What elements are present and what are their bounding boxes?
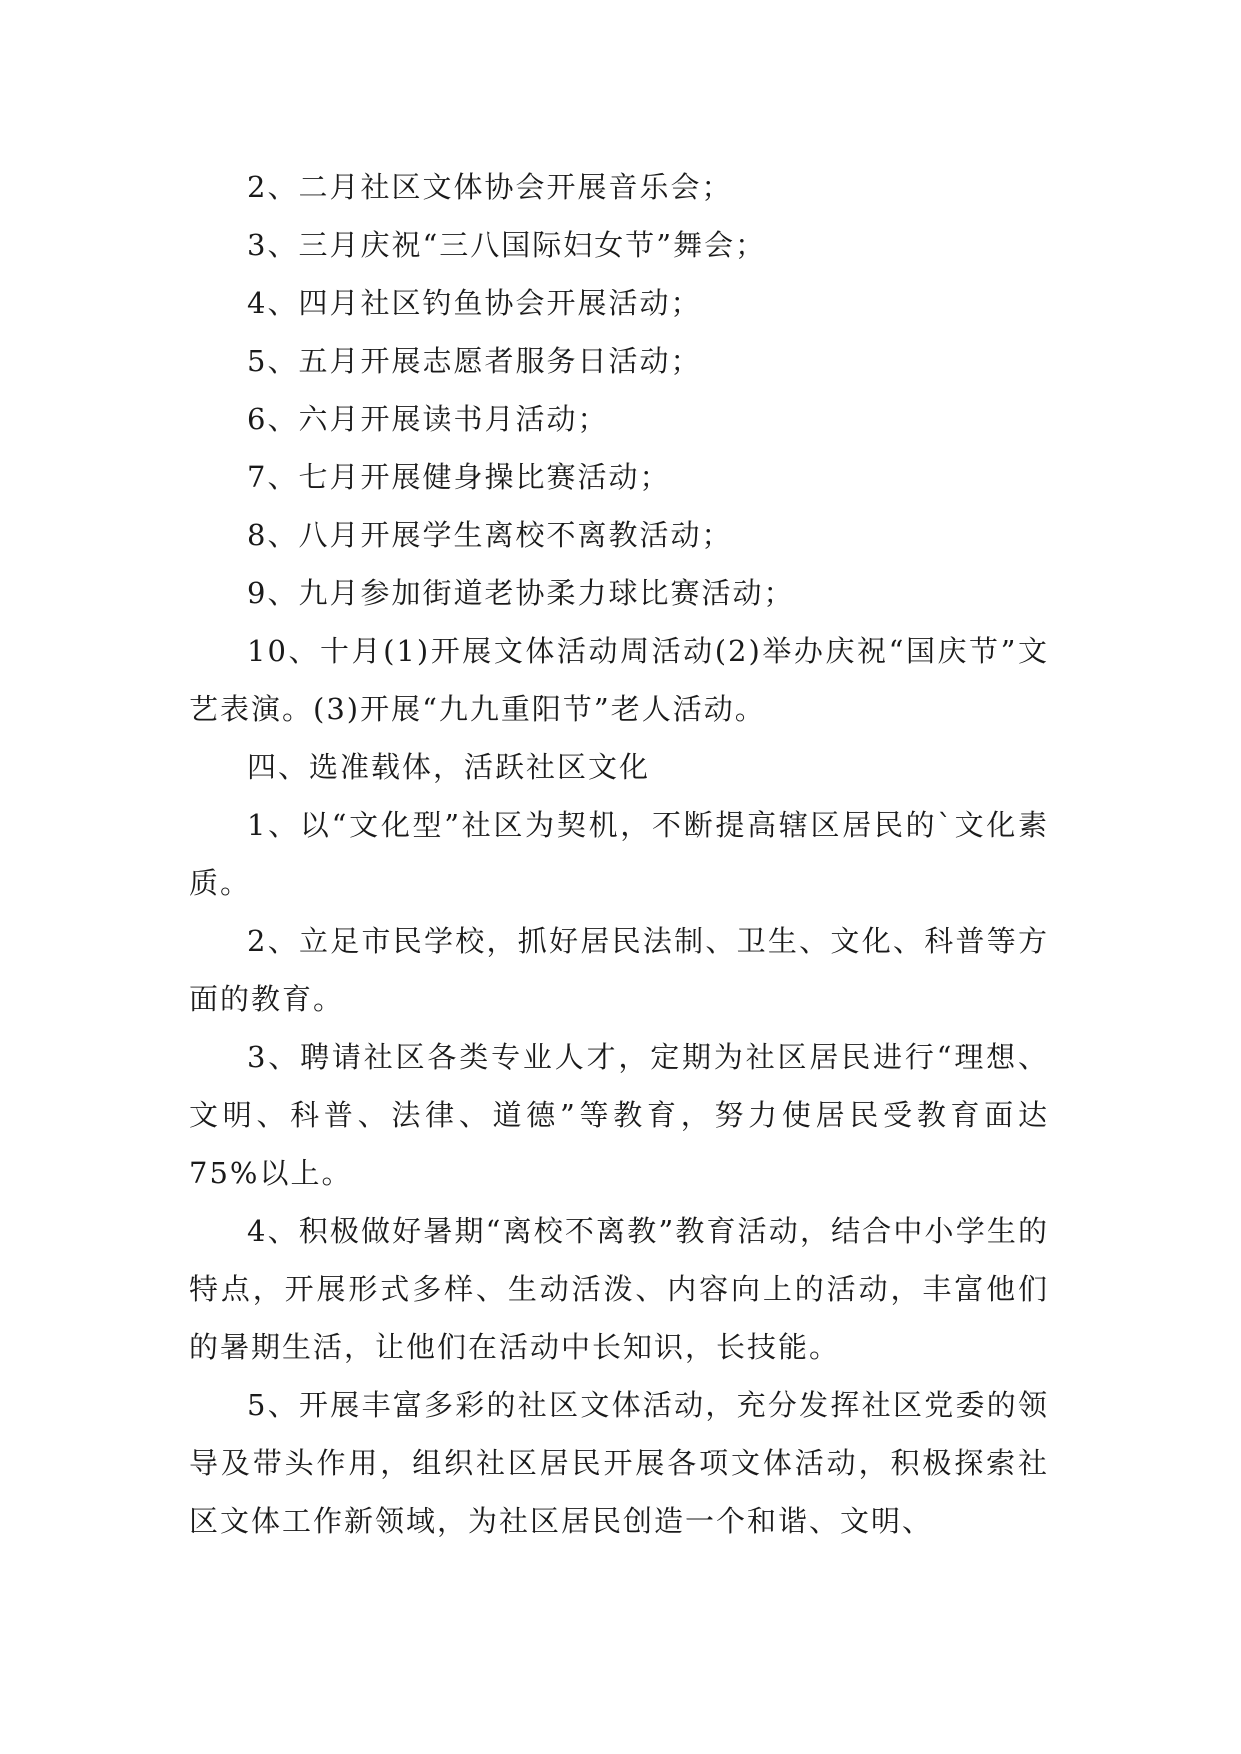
- section-heading: 四、选准载体，活跃社区文化: [247, 750, 651, 784]
- paragraph: 1、以“文化型”社区为契机，不断提高辖区居民的`文化素质。: [189, 808, 1049, 900]
- paragraph: 3、聘请社区各类专业人才，定期为社区居民进行“理想、文明、科普、法律、道德”等教育，努力使居民受教育面达 75%以上。: [189, 1040, 1061, 1190]
- paragraph: 4、积极做好暑期“离校不离教”教育活动，结合中小学生的特点，开展形式多样、生动活泼、内容向上的活动，丰富他们的暑期生活，让他们在活动中长知识，长技能。: [189, 1214, 1049, 1364]
- paragraph: 2、二月社区文体协会开展音乐会；: [247, 170, 733, 204]
- paragraph: 4、四月社区钓鱼协会开展活动；: [247, 286, 702, 320]
- paragraph: 2、立足市民学校，抓好居民法制、卫生、文化、科普等方面的教育。: [189, 924, 1049, 1016]
- paragraph: 7、七月开展健身操比赛活动；: [247, 460, 671, 494]
- paragraph: 6、六月开展读书月活动；: [247, 402, 609, 436]
- paragraph: 9、九月参加街道老协柔力球比赛活动；: [247, 576, 795, 610]
- paragraph: 8、八月开展学生离校不离教活动；: [247, 518, 733, 552]
- document-body: [189, 158, 1061, 1550]
- paragraph: 5、开展丰富多彩的社区文体活动，充分发挥社区党委的领导及带头作用，组织社区居民开展各项文体活动，积极探索社区文体工作新领域，为社区居民创造一个和谐、文明、: [189, 1388, 1049, 1538]
- paragraph: 10、十月(1)开展文体活动周活动(2)举办庆祝“国庆节”文艺表演。(3)开展“九九重阳节”老人活动。: [189, 634, 1049, 726]
- paragraph: 5、五月开展志愿者服务日活动；: [247, 344, 702, 378]
- paragraph: 3、三月庆祝“三八国际妇女节”舞会；: [247, 228, 767, 262]
